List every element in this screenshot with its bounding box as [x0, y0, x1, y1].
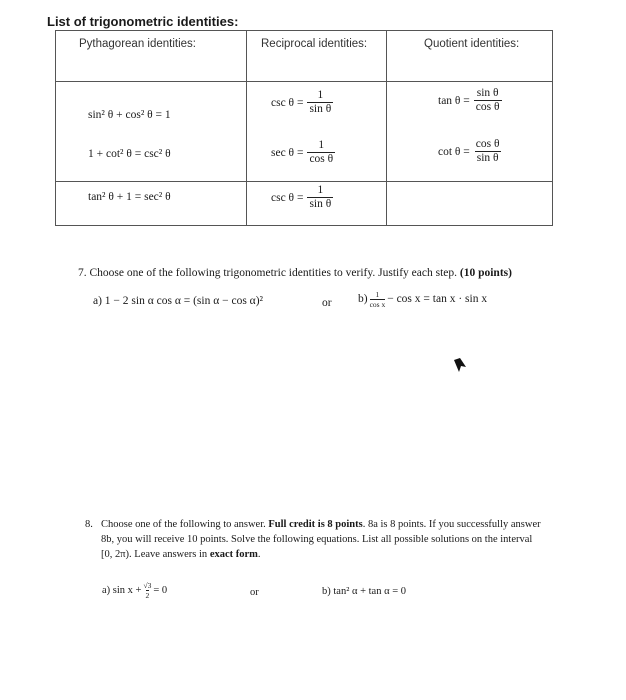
identity-lhs: sec θ = [271, 146, 304, 159]
question-8-period: . [257, 549, 261, 560]
fraction [307, 139, 335, 166]
fraction [474, 87, 502, 114]
fraction-denominator: sin θ [309, 103, 332, 115]
header-reciprocal: Reciprocal identities: [261, 38, 368, 50]
option-a-equation: = 0 [153, 585, 168, 596]
fraction-denominator: 2 [145, 591, 150, 600]
option-b-label: b) [358, 293, 368, 305]
identity-lhs: cot θ = [438, 145, 470, 158]
identities-table [55, 30, 553, 226]
fraction-numerator: 1 [318, 139, 325, 151]
reciprocal-identity [271, 184, 333, 211]
option-a-label: a) sin x + [102, 585, 142, 596]
quotient-identity [438, 87, 502, 114]
fraction-denominator: cos x [369, 300, 386, 309]
question-8-instructions: . 8a is 8 points. If you successfully answer 8b, you will receive 10 points. Solve the following equations. List all possible solutions on the interval [0, 2π). Leave answers in [101, 519, 541, 560]
fraction-numerator: 1 [317, 89, 324, 101]
table-divider [246, 31, 247, 225]
option-b-equation: − cos x = tan x · sin x [387, 293, 488, 305]
question-7-prompt [78, 266, 558, 281]
fraction-numerator: 1 [375, 290, 380, 299]
reciprocal-identity [271, 139, 335, 166]
identity-lhs: tan θ = [438, 94, 470, 107]
fraction-numerator: 1 [317, 184, 324, 196]
pythagorean-identity: 1 + cot² θ = csc² θ [88, 148, 171, 160]
fraction-numerator: √3 [143, 581, 152, 590]
identity-lhs: csc θ = [271, 191, 304, 204]
fraction-denominator: sin θ [309, 198, 332, 210]
table-divider [56, 81, 552, 82]
page-title: List of trigonometric identities: [47, 14, 239, 29]
fraction [474, 138, 502, 165]
question-7-option-b [358, 290, 487, 309]
fraction-denominator: cos θ [309, 153, 334, 165]
pythagorean-identity: tan² θ + 1 = sec² θ [88, 191, 171, 203]
fraction [143, 581, 151, 600]
mouse-cursor-icon [454, 358, 466, 372]
question-8-exact-form: exact form [209, 549, 258, 560]
question-8-number: 8. [85, 519, 93, 530]
fraction-numerator: sin θ [476, 87, 499, 99]
fraction [370, 290, 386, 309]
question-8-text: Choose one of the following to answer. [101, 519, 266, 530]
fraction [307, 184, 333, 211]
fraction [307, 89, 333, 116]
question-8-credit: Full credit is 8 points [268, 519, 363, 530]
fraction-denominator: sin θ [476, 152, 499, 164]
question-8-option-a [102, 581, 167, 600]
question-8-option-b: b) tan² α + tan α = 0 [322, 586, 407, 597]
table-divider [56, 181, 552, 182]
question-7-points: (10 points) [459, 267, 512, 279]
question-8 [85, 517, 545, 560]
question-7-or: or [322, 297, 332, 309]
reciprocal-identity [271, 89, 333, 116]
fraction-numerator: cos θ [475, 138, 500, 150]
pythagorean-identity: sin² θ + cos² θ = 1 [88, 109, 171, 121]
identity-lhs: csc θ = [271, 96, 304, 109]
table-divider [386, 31, 387, 225]
question-7-option-a: a) 1 − 2 sin α cos α = (sin α − cos α)² [93, 295, 263, 307]
fraction-denominator: cos θ [475, 101, 500, 113]
question-7-text: 7. Choose one of the following trigonometric identities to verify. Justify each step. [78, 267, 457, 279]
header-quotient: Quotient identities: [424, 38, 520, 50]
question-8-or: or [250, 587, 259, 598]
quotient-identity [438, 138, 502, 165]
header-pythagorean: Pythagorean identities: [79, 38, 196, 50]
